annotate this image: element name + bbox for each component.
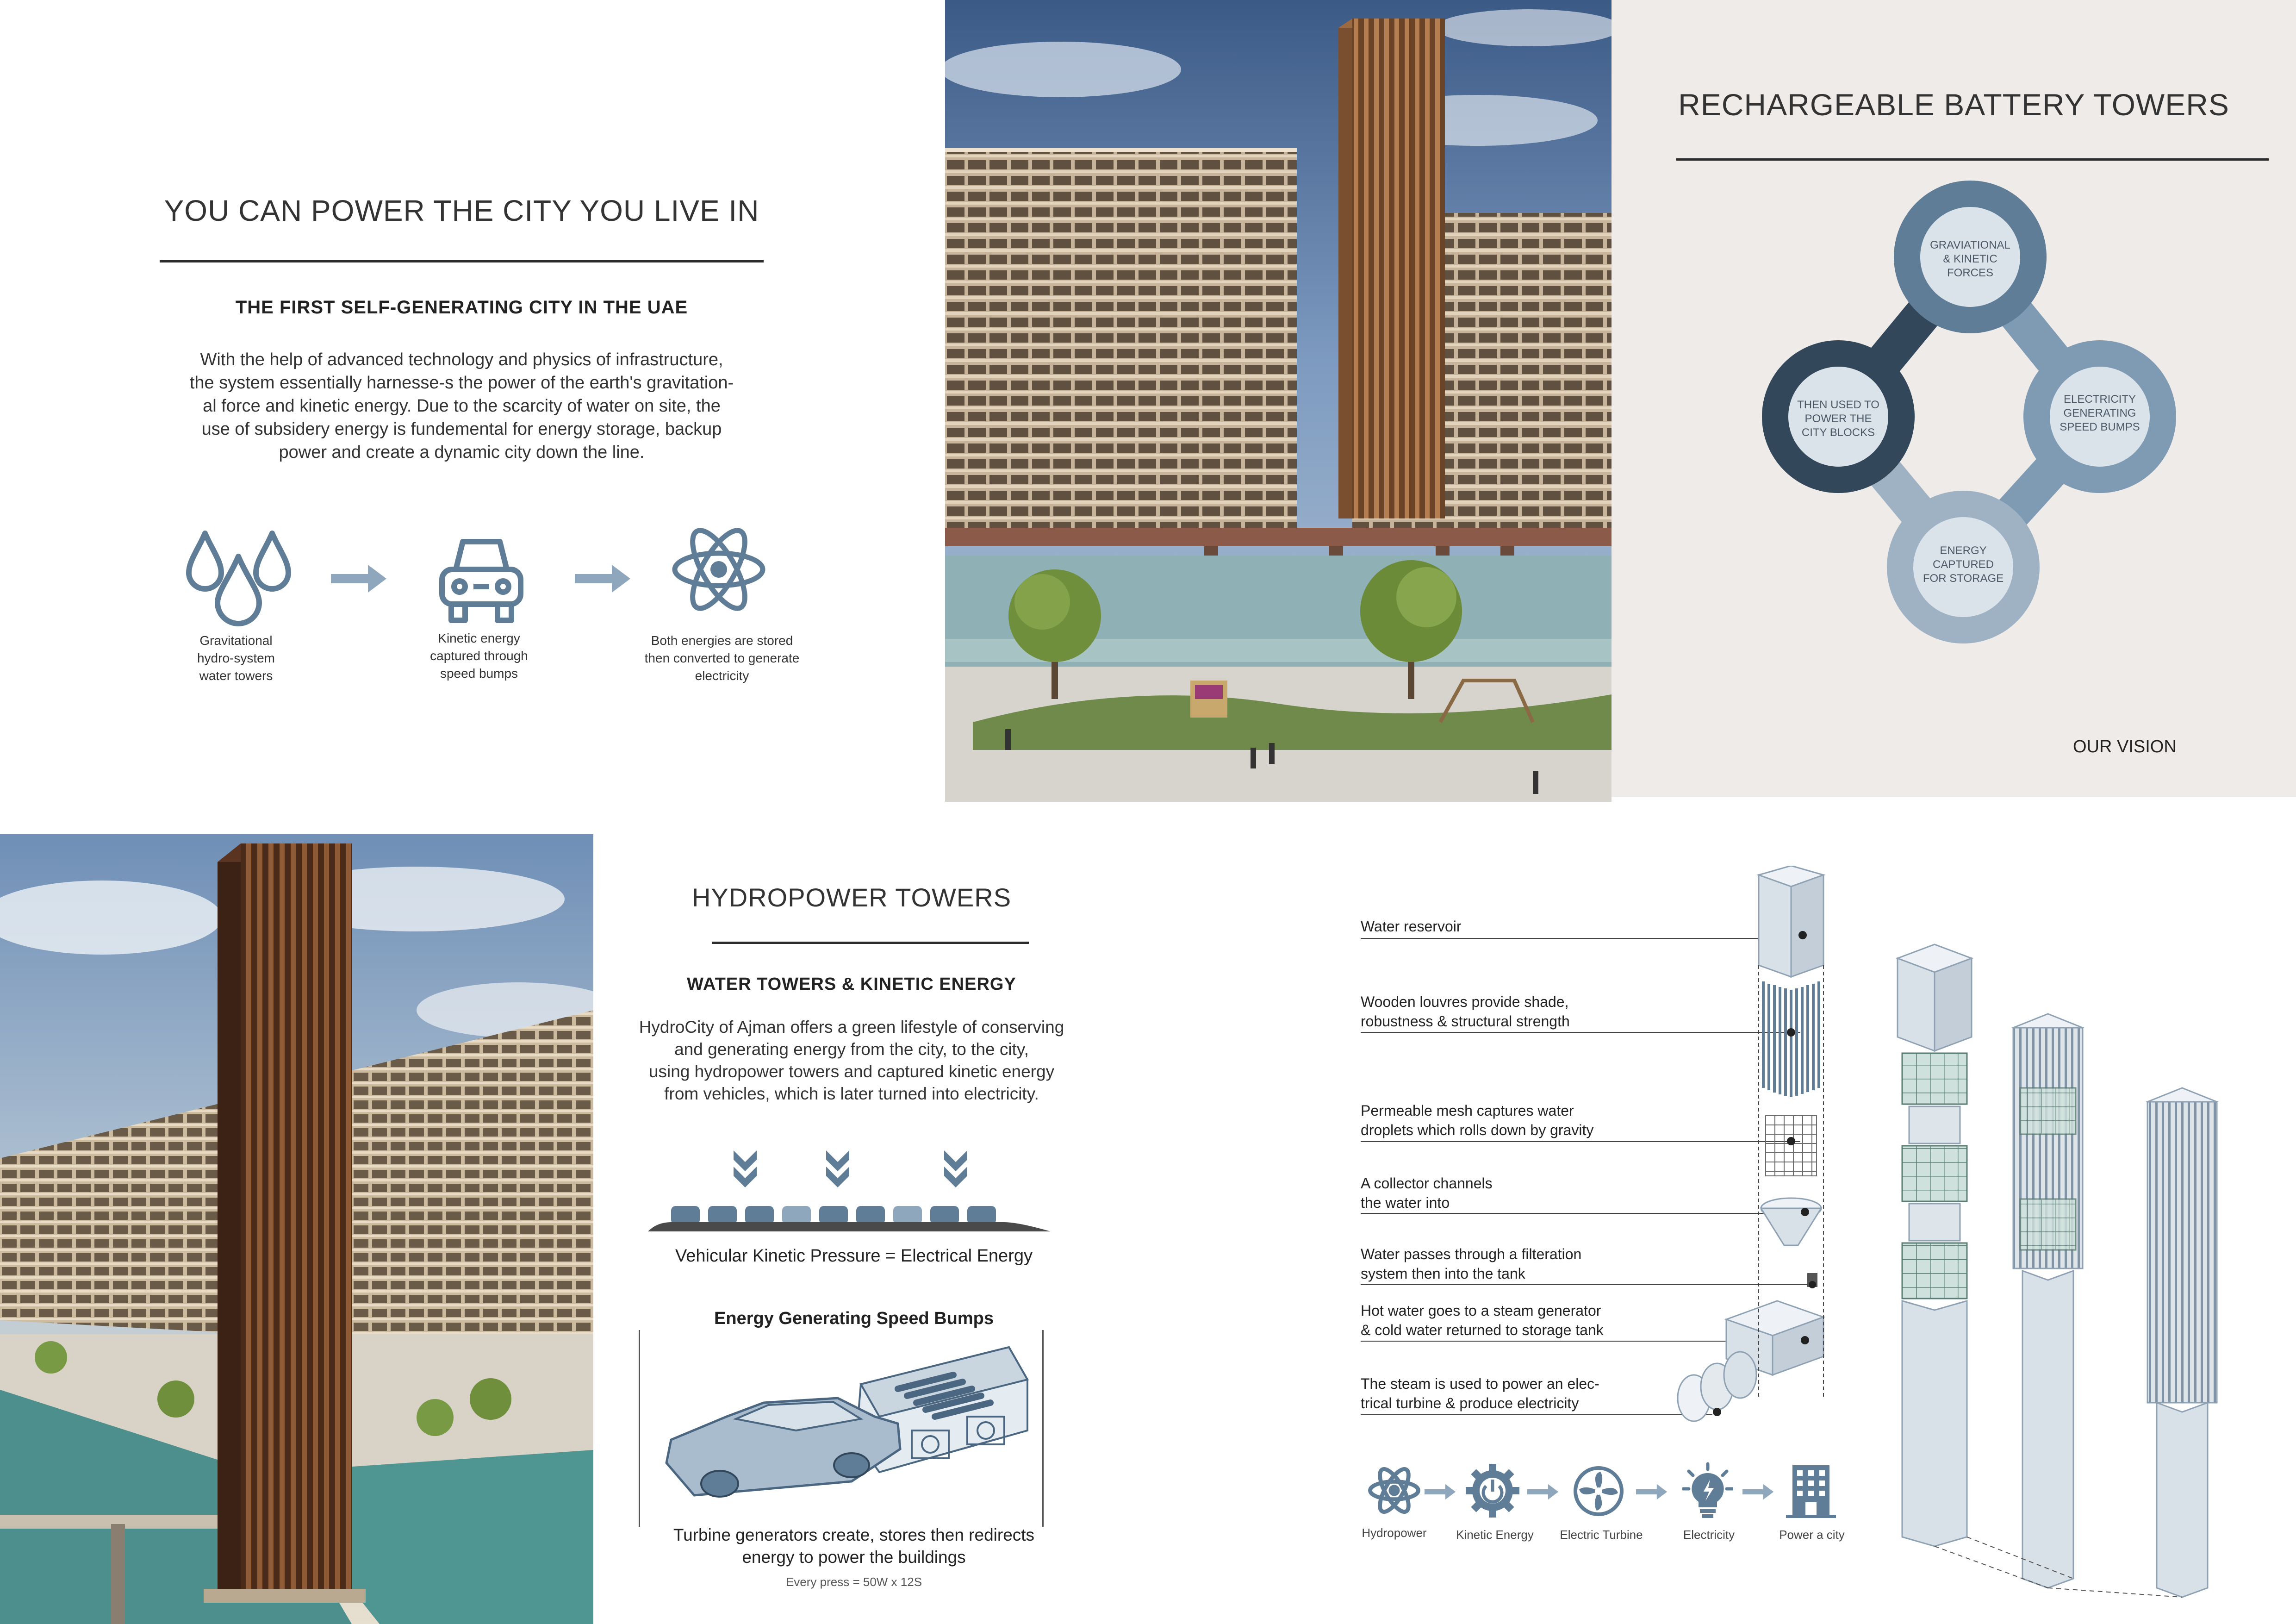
hydropower-body-line: and generating energy from the city, to the city, xyxy=(674,1040,1029,1059)
intro-body-line: the system essentially harnesse-s the power of the earth's gravitation- xyxy=(189,373,734,393)
water-drops-icon xyxy=(184,529,293,628)
ring-label-line: CAPTURED xyxy=(1932,558,1994,571)
callout-line-text: Hot water goes to a steam generator xyxy=(1361,1302,1601,1319)
speed-bump-strip-diagram xyxy=(643,1148,1060,1245)
caption-line: water towers xyxy=(199,668,273,683)
flow-label-hydropower: Hydropower xyxy=(1362,1526,1427,1540)
hydropower-body-line: from vehicles, which is later turned into electricity. xyxy=(664,1084,1039,1103)
hydropower-body-line: HydroCity of Ajman offers a green lifestyle of conserving xyxy=(639,1018,1064,1037)
caption-line: captured through xyxy=(430,649,528,663)
tower-render-bottom xyxy=(0,834,593,1624)
ring-label-line: & KINETIC xyxy=(1943,253,1997,265)
callout-line-text: system then into the tank xyxy=(1361,1265,1525,1282)
callout-line-text: trical turbine & produce electricity xyxy=(1361,1395,1579,1412)
intro-body-line: use of subsidery energy is fundemental for energy storage, backup xyxy=(201,419,722,439)
callout-wooden-louvres xyxy=(1361,992,1570,1031)
flow-label-electricity: Electricity xyxy=(1683,1528,1735,1542)
callout-line-text: droplets which rolls down by gravity xyxy=(1361,1122,1594,1138)
turbine-icon xyxy=(1573,1465,1624,1517)
step-caption-kinetic xyxy=(410,630,548,682)
battery-title: RECHARGEABLE BATTERY TOWERS xyxy=(1678,87,2229,122)
callout-line-text: Permeable mesh captures water xyxy=(1361,1102,1574,1119)
callout-line-text: Water reservoir xyxy=(1361,918,1462,935)
callout-line-text: the water into xyxy=(1361,1194,1450,1211)
ring-label-line: ELECTRICITY xyxy=(2063,393,2136,406)
arrow-right-icon xyxy=(1742,1481,1775,1502)
atom-icon xyxy=(1368,1464,1421,1517)
ring-label-speed-bumps xyxy=(2007,393,2192,434)
arrow-right-icon xyxy=(1527,1481,1560,1502)
callout-line-text: Wooden louvres provide shade, xyxy=(1361,993,1569,1010)
ring-label-line: GENERATING xyxy=(2063,407,2136,419)
turbine-caption-line: energy to power the buildings xyxy=(742,1548,966,1567)
flow-label-power-a-city: Power a city xyxy=(1779,1528,1845,1542)
callout-line-text: A collector channels xyxy=(1361,1175,1493,1192)
every-press-footnote: Every press = 50W x 12S xyxy=(785,1575,922,1589)
leader-line xyxy=(1361,1414,1712,1415)
speed-bump-title: Energy Generating Speed Bumps xyxy=(714,1309,994,1328)
car-speed-bump-illustration xyxy=(657,1343,1032,1509)
intro-subtitle: THE FIRST SELF-GENERATING CITY IN THE UAE xyxy=(235,297,688,318)
atom-icon xyxy=(670,521,767,618)
callout-line-text: The steam is used to power an elec- xyxy=(1361,1375,1599,1392)
hydropower-subtitle: WATER TOWERS & KINETIC ENERGY xyxy=(687,974,1016,994)
ring-label-line: FORCES xyxy=(1947,267,1993,279)
gear-power-icon xyxy=(1465,1463,1520,1518)
ring-label-city-blocks xyxy=(1746,398,1931,440)
tower-render-top xyxy=(945,0,1612,802)
building-icon xyxy=(1784,1463,1837,1518)
caption-line: then converted to generate xyxy=(644,651,800,665)
intro-body-line: With the help of advanced technology and physics of infrastructure, xyxy=(200,350,723,369)
ring-label-line: SPEED BUMPS xyxy=(2060,421,2140,433)
callout-line-text: robustness & structural strength xyxy=(1361,1013,1570,1030)
flow-label-electric-turbine: Electric Turbine xyxy=(1560,1528,1643,1542)
panel-battery xyxy=(1612,0,2296,797)
arrow-right-icon xyxy=(331,562,389,595)
ring-label-forces xyxy=(1878,238,2063,280)
hydropower-body xyxy=(592,1016,1111,1105)
lightbulb-icon xyxy=(1682,1462,1733,1520)
ring-label-line: GRAVIATIONAL xyxy=(1930,239,2010,251)
callout-turbine xyxy=(1361,1374,1599,1413)
exploded-tower-components xyxy=(1666,866,1888,1430)
caption-line: Kinetic energy xyxy=(438,631,520,645)
caption-line: electricity xyxy=(695,668,749,683)
caption-line: Both energies are stored xyxy=(651,633,793,648)
callout-permeable-mesh xyxy=(1361,1101,1593,1140)
hydropower-title: HYDROPOWER TOWERS xyxy=(691,883,1012,912)
callout-steam-generator xyxy=(1361,1301,1604,1340)
ring-label-storage xyxy=(1871,544,2056,586)
intro-body-line: power and create a dynamic city down the line. xyxy=(279,443,645,462)
callout-water-reservoir xyxy=(1361,917,1462,936)
arrow-right-icon xyxy=(1425,1481,1457,1502)
caption-line: hydro-system xyxy=(197,651,275,665)
kinetic-caption: Vehicular Kinetic Pressure = Electrical Energy xyxy=(675,1246,1033,1266)
caption-line: speed bumps xyxy=(440,666,518,681)
ring-label-line: FOR STORAGE xyxy=(1923,572,2004,585)
turbine-caption xyxy=(616,1524,1092,1568)
turbine-caption-line: Turbine generators create, stores then redirects xyxy=(673,1525,1035,1544)
callout-filtration xyxy=(1361,1244,1581,1283)
caption-line: Gravitational xyxy=(199,633,273,648)
callout-line-text: & cold water returned to storage tank xyxy=(1361,1322,1604,1338)
ring-label-line: ENERGY xyxy=(1940,544,1987,557)
ring-label-line: THEN USED TO xyxy=(1797,399,1879,411)
callout-line-text: Water passes through a filteration xyxy=(1361,1246,1582,1262)
hydropower-body-line: using hydropower towers and captured kinetic energy xyxy=(648,1062,1055,1081)
speed-bump-frame-left xyxy=(639,1330,640,1527)
car-icon xyxy=(437,532,525,625)
battery-title-rule xyxy=(1676,158,2269,161)
intro-title-rule xyxy=(160,260,764,262)
step-caption-stored xyxy=(625,632,819,685)
arrow-right-icon xyxy=(575,562,633,595)
arrow-right-icon xyxy=(1636,1481,1668,1502)
ring-label-line: CITY BLOCKS xyxy=(1801,426,1875,439)
our-vision-label: OUR VISION xyxy=(2073,737,2177,756)
intro-title: YOU CAN POWER THE CITY YOU LIVE IN xyxy=(164,194,759,227)
ring-label-line: POWER THE xyxy=(1804,412,1872,425)
hydropower-title-rule xyxy=(712,942,1029,944)
flow-label-kinetic-energy: Kinetic Energy xyxy=(1456,1528,1534,1542)
intro-body xyxy=(139,348,784,464)
tower-evolution-models xyxy=(1888,940,2268,1606)
callout-collector xyxy=(1361,1174,1493,1212)
step-caption-gravitational xyxy=(167,632,305,685)
intro-body-line: al force and kinetic energy. Due to the scarcity of water on site, the xyxy=(203,396,721,416)
speed-bump-frame-right xyxy=(1042,1330,1044,1527)
